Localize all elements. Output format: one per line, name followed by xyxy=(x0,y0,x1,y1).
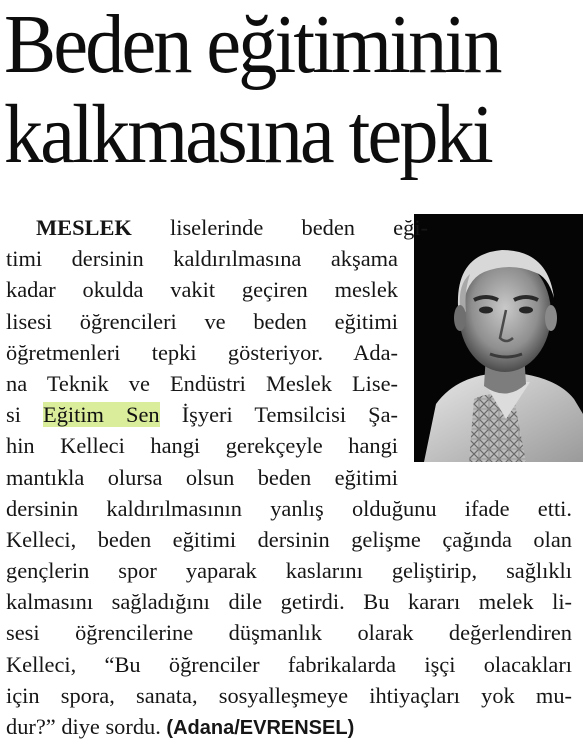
body-line-15: Kelleci, “Bu öğrenciler fabrikalarda işçi olacakları xyxy=(6,651,572,677)
article-body xyxy=(6,212,572,742)
body-line-8: hin Kelleci hangi gerekçeyle hangi xyxy=(6,433,398,459)
body-line-7-end: İşyeri Temsilcisi Şa- xyxy=(159,402,398,428)
body-line-17 xyxy=(6,711,572,742)
body-line-7-start: si xyxy=(6,402,44,428)
body-line-7 xyxy=(6,399,398,430)
body-line-4: lisesi öğrencileri ve beden eğitimi xyxy=(6,308,398,334)
body-line-16: için spora, sanata, sosyalleşmeye ihtiyaçları yok mu- xyxy=(6,682,572,708)
headline xyxy=(4,0,540,180)
body-line-1-text: liselerinde beden eği- xyxy=(131,215,428,240)
lead-word: MESLEK xyxy=(36,215,132,240)
body-line-1 xyxy=(6,212,428,243)
body-line-14: sesi öğrencilerine düşmanlık olarak değerlendiren xyxy=(6,620,572,646)
body-line-2: timi dersinin kaldırılmasına akşama xyxy=(6,246,398,272)
body-line-6: na Teknik ve Endüstri Meslek Lise- xyxy=(6,370,398,396)
byline: (Adana/EVRENSEL) xyxy=(166,717,355,739)
body-line-3: kadar okulda vakit geçiren meslek xyxy=(6,277,398,303)
headline-line-1: Beden eğitiminin xyxy=(4,0,500,91)
body-line-5: öğretmenleri tepki gösteriyor. Ada- xyxy=(6,339,398,365)
body-line-13: kalmasını sağladığını dile getirdi. Bu kararı melek li- xyxy=(6,589,572,615)
body-line-17-text: dur?” diye sordu. xyxy=(6,714,167,739)
body-line-10: dersinin kaldırılmasının yanlış olduğunu ifade etti. xyxy=(6,495,572,521)
headline-line-2: kalkmasına tepki xyxy=(4,88,491,181)
body-line-11: Kelleci, beden eğitimi dersinin gelişme çağında olan xyxy=(6,526,572,552)
body-line-9: mantıkla olursa olsun beden eğitimi xyxy=(6,464,398,490)
body-line-12: gençlerin spor yaparak kaslarını geliştirip, sağlıklı xyxy=(6,558,572,584)
highlighted-union-name: Eğitim Sen xyxy=(43,402,160,428)
